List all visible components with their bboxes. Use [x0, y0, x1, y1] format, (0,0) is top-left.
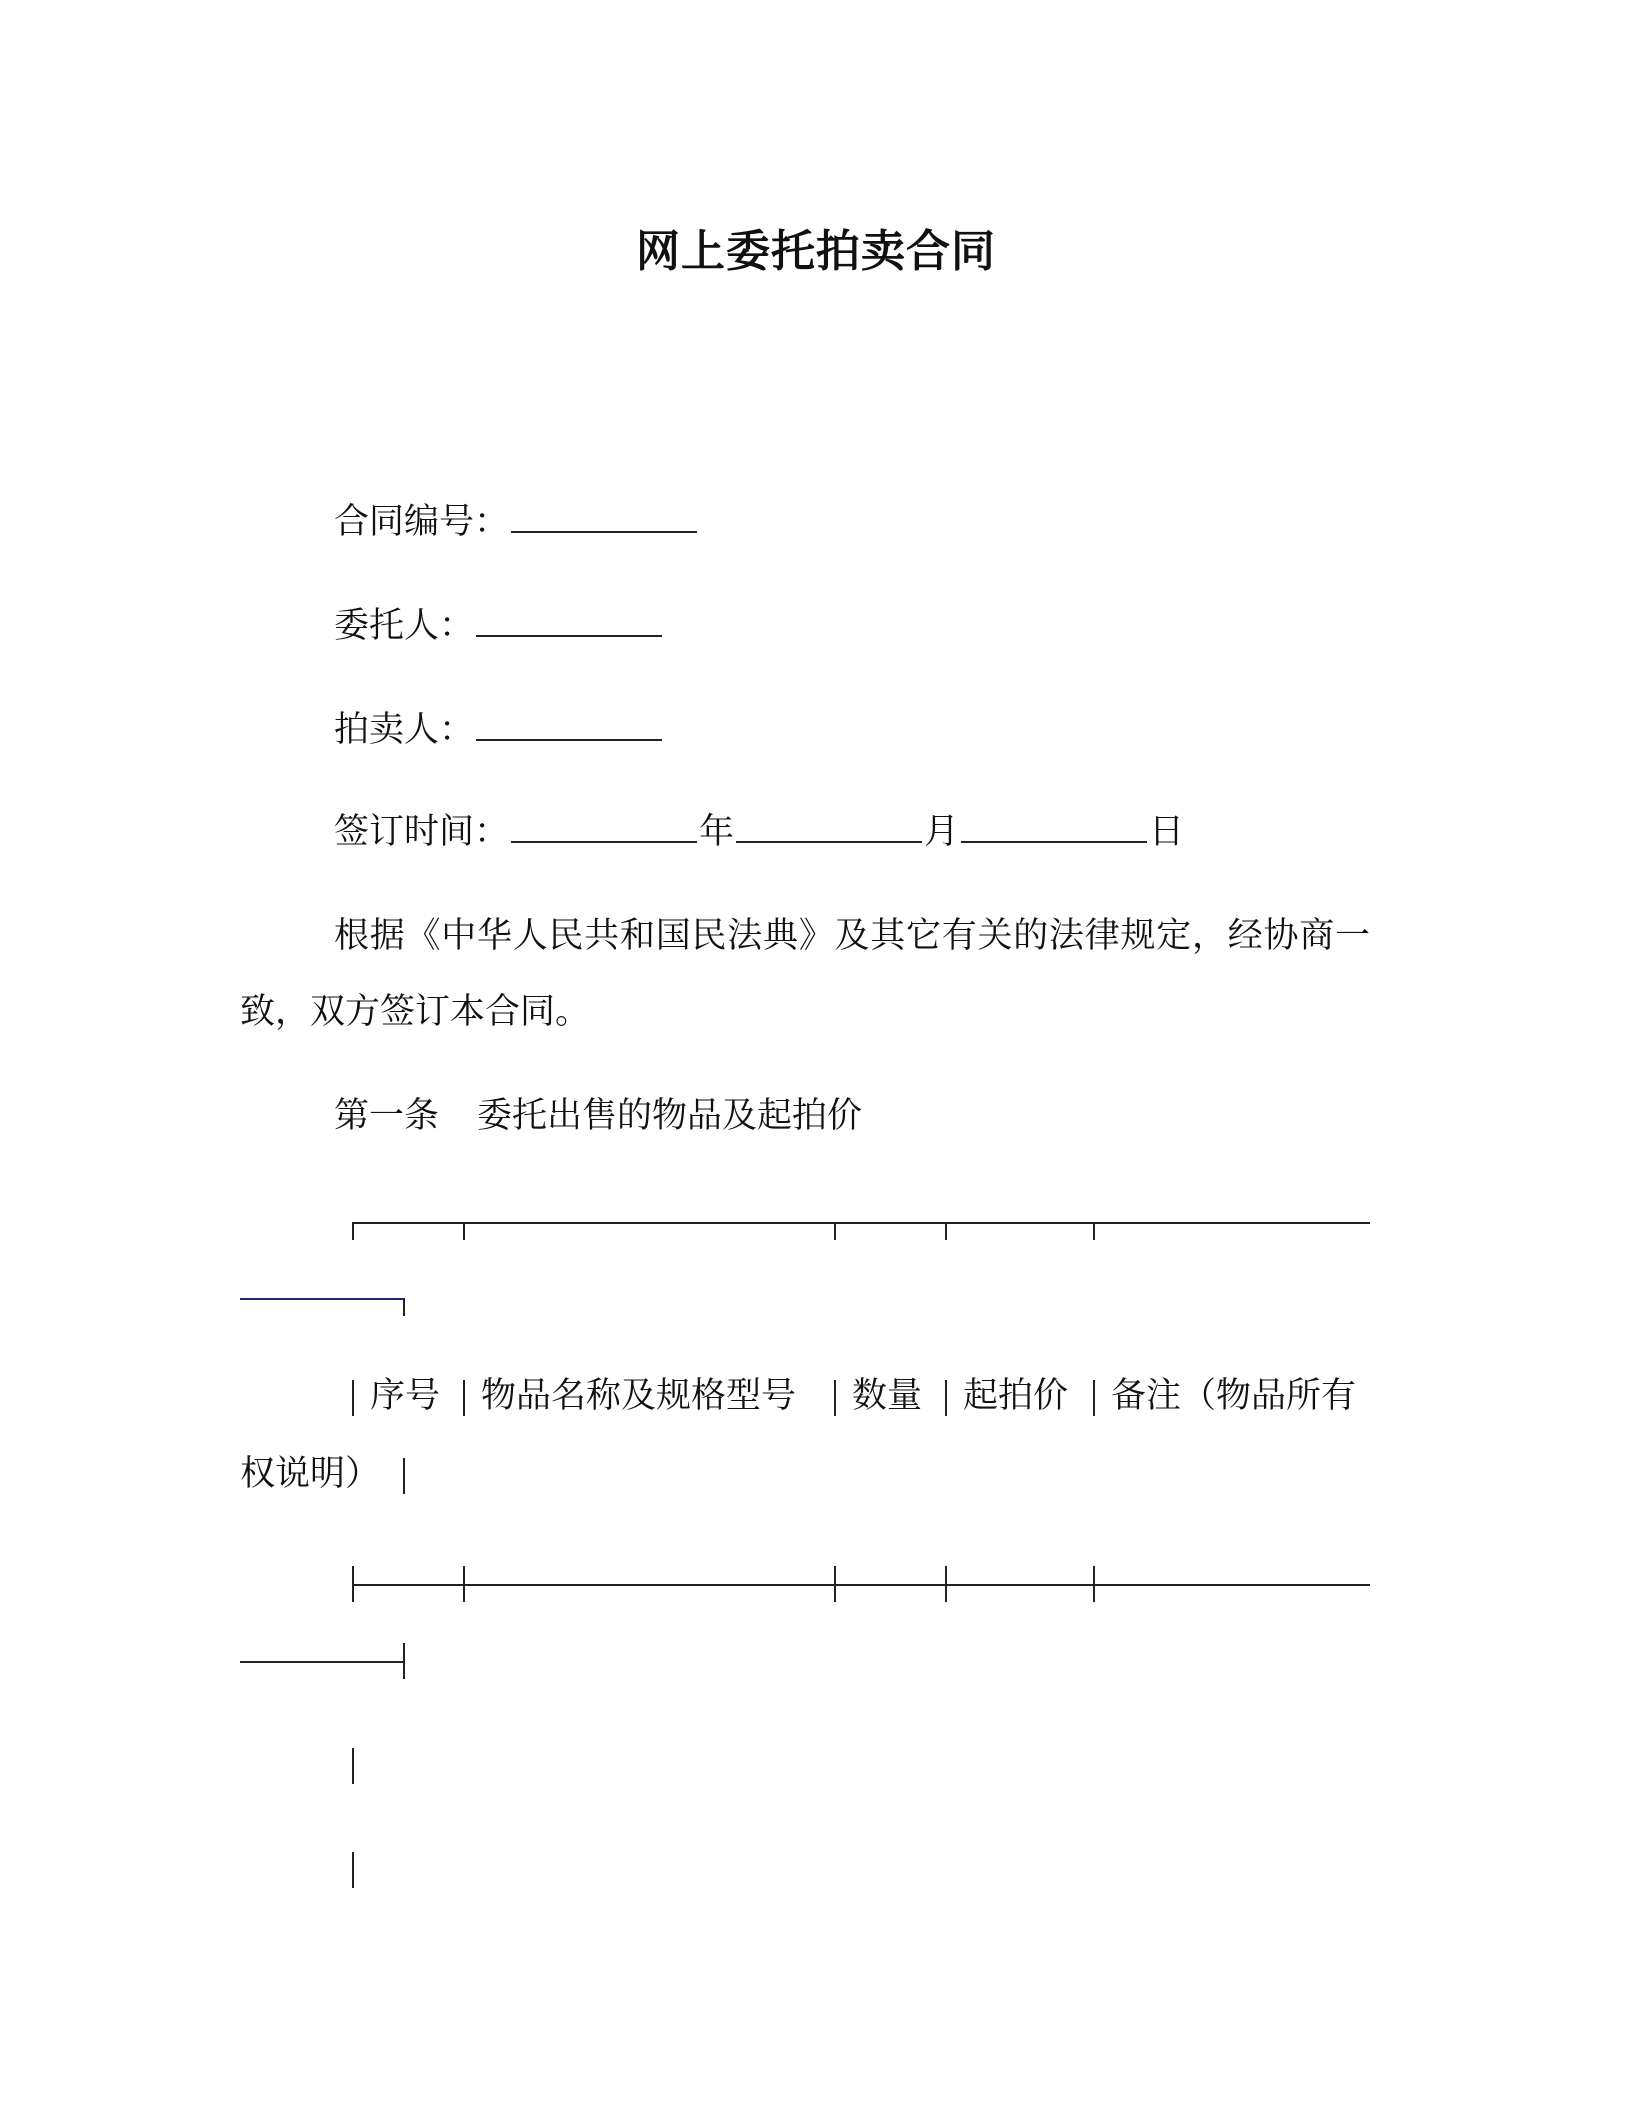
auctioneer-blank[interactable] [476, 707, 662, 741]
sign-date-label: 签订时间： [334, 812, 510, 852]
col-header-quantity: 数量 [852, 1376, 923, 1416]
contract-number-label: 合同编号： [334, 502, 510, 542]
auctioneer-label: 拍卖人： [334, 710, 475, 750]
client-label: 委托人： [334, 606, 475, 646]
sign-day-blank[interactable] [961, 809, 1147, 843]
contract-number-line [334, 498, 699, 546]
sign-month-blank[interactable] [736, 809, 922, 843]
contract-number-blank[interactable] [511, 499, 697, 533]
col-header-item-name: 物品名称及规格型号 [481, 1376, 797, 1416]
month-label: 月 [924, 812, 960, 852]
col-header-remarks-wrap: 权说明） [240, 1454, 381, 1494]
preamble-paragraph: 根据《中华人民共和国民法典》及其它有关的法律规定，经协商一致，双方签订本合同。 [240, 916, 1370, 1032]
col-header-starting-price: 起拍价 [963, 1376, 1069, 1416]
col-header-serial: 序号 [370, 1376, 441, 1416]
sign-year-blank[interactable] [511, 809, 697, 843]
client-blank[interactable] [476, 603, 662, 637]
article-1-number: 第一条 [334, 1096, 440, 1136]
col-header-remarks: 备注（物品所有 [1111, 1376, 1357, 1416]
year-label: 年 [699, 812, 735, 852]
table-row-1-border [352, 1748, 354, 1784]
table-row-2-border [352, 1852, 354, 1888]
article-1-heading [334, 1092, 862, 1140]
article-1-title: 委托出售的物品及起拍价 [477, 1096, 863, 1136]
auctioneer-line [334, 706, 664, 754]
sign-date-line [334, 808, 1184, 856]
day-label: 日 [1149, 812, 1185, 852]
client-line [334, 602, 664, 650]
document-title: 网上委托拍卖合同 [636, 226, 996, 277]
